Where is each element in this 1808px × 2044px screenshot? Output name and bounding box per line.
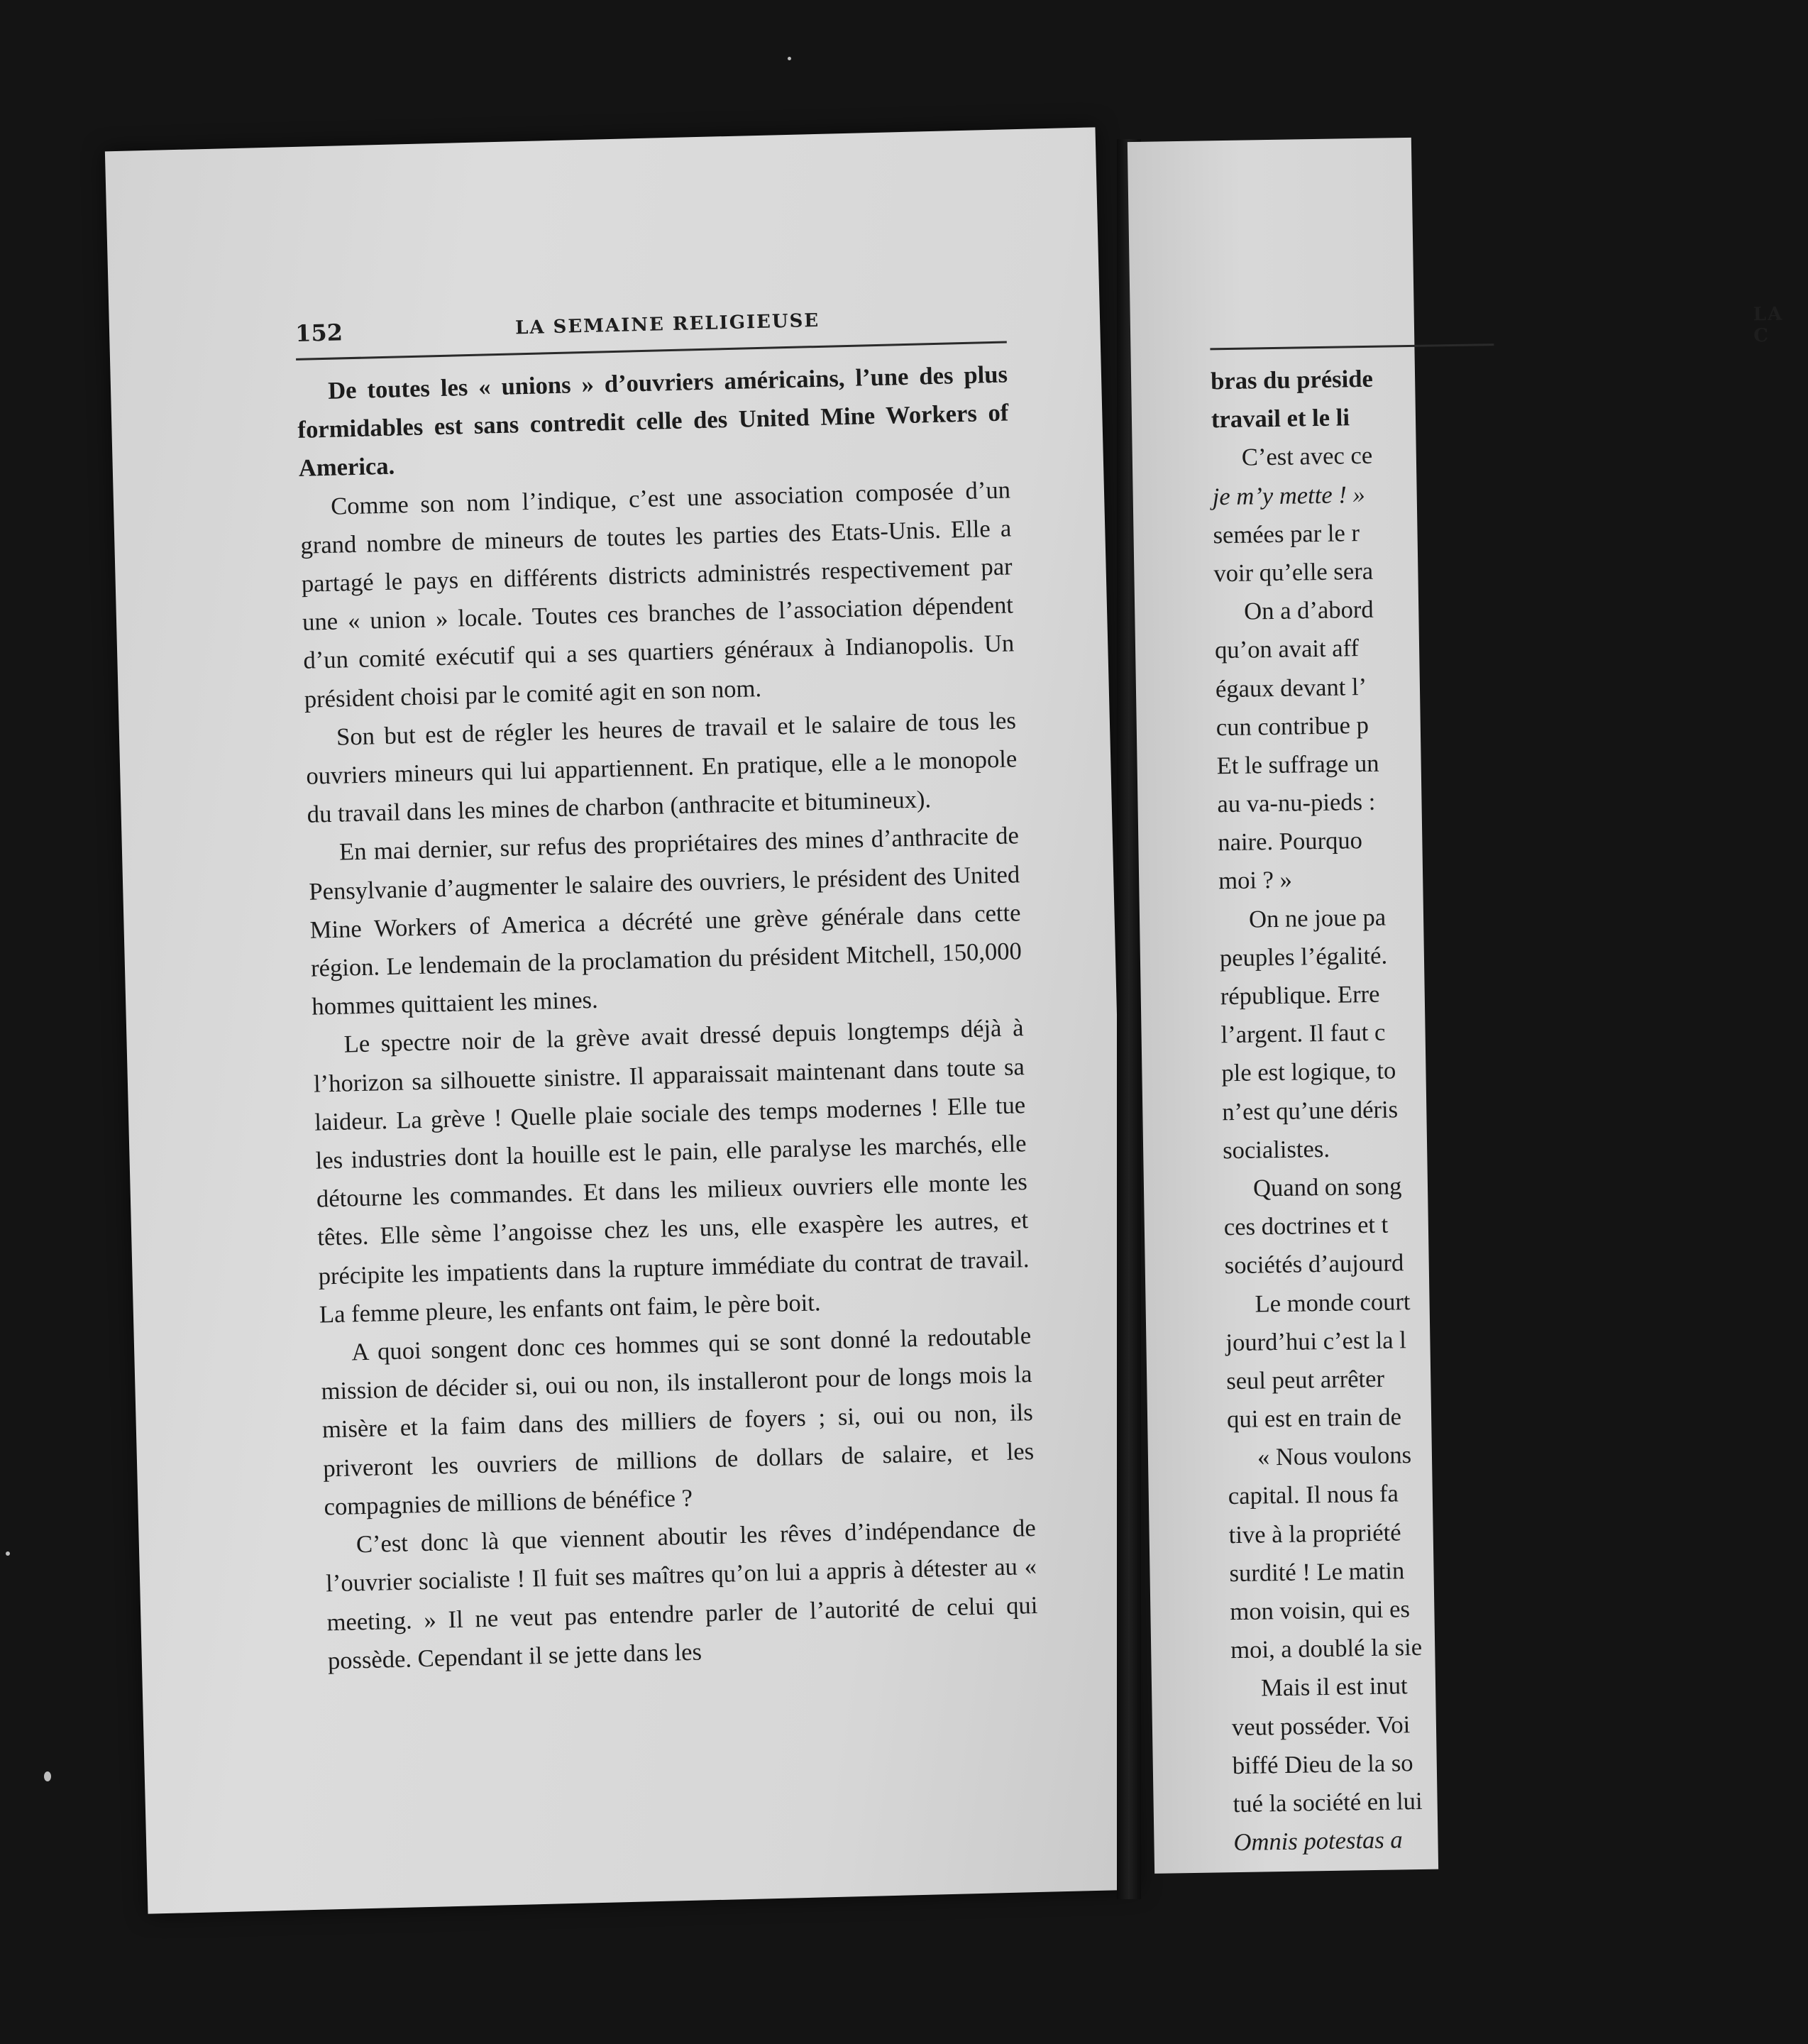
- text-line: Et le suffrage un: [1216, 749, 1379, 780]
- text-line: Quand on song: [1252, 1172, 1402, 1202]
- text-line: mon voisin, qui es: [1230, 1595, 1411, 1626]
- paragraph: Son but est de régler les heures de travail et le salaire de tous les ouvriers mineurs qui lui appartiennent. En pratique, elle a le monopole du travail dans les mines de charbon (anthracite et bitumineux).: [305, 707, 1018, 828]
- paragraph: Comme son nom l’indique, c’est une association composée d’un grand nombre de mineurs de toutes les parties des Etats-Unis. Elle a partagé le pays en différents districts administrés respectivement par une « union » locale. Toutes ces branches de l’association dépendent d’un comité exécutif qui a ses quartiers généraux à Indianopolis. Un président choisi par le comité agit en son nom.: [300, 476, 1015, 713]
- right-page: [1128, 138, 1784, 1874]
- text-line: socialistes.: [1222, 1135, 1330, 1164]
- text-line: travail et le li: [1211, 404, 1350, 434]
- text-line: seul peut arrêter: [1225, 1365, 1385, 1395]
- text-line: égaux devant l’: [1215, 673, 1367, 703]
- text-line: l’argent. Il faut c: [1220, 1018, 1386, 1049]
- text-line: peuples l’égalité.: [1219, 942, 1388, 972]
- dust-speck: [44, 1771, 51, 1781]
- paragraph: A quoi songent donc ces hommes qui se sont donné la redoutable mission de décider si, oui ou non, ils installeront pour de longs mois la misère et la faim dans des milliers de foyers ; si, oui ou non, ils priveront les ouvriers de millions de dollars de salaire, et les compagnies de millions de bénéfice ?: [321, 1322, 1035, 1521]
- text-line: « Nous voulons: [1257, 1441, 1412, 1471]
- text-line: C’est avec ce: [1241, 442, 1373, 472]
- text-line: tué la société en lui: [1233, 1787, 1423, 1818]
- text-line: sociétés d’aujourd: [1224, 1249, 1404, 1280]
- page-header: [295, 302, 1007, 360]
- text-line: cun contribue p: [1216, 711, 1369, 741]
- text-line: Omnis potestas a: [1233, 1826, 1403, 1857]
- text-line: tive à la propriété: [1228, 1518, 1401, 1549]
- text-line: On ne joue pa: [1248, 903, 1387, 933]
- text-line: Mais il est inut: [1260, 1672, 1408, 1702]
- text-line: naire. Pourquo: [1218, 827, 1363, 857]
- text-line: semées par le r: [1213, 519, 1360, 549]
- text-line: n’est qu’une déris: [1222, 1095, 1399, 1126]
- body-text: [1211, 356, 1660, 1862]
- text-line: voir qu’elle sera: [1213, 557, 1374, 588]
- page-number: 152: [294, 319, 343, 347]
- text-line: jourd’hui c’est la l: [1225, 1326, 1407, 1356]
- text-line: bras du préside: [1210, 365, 1374, 395]
- paragraph: C’est donc là que viennent aboutir les rêves d’indépendance de l’ouvrier socialiste ! Il fuit ses maîtres qu’on lui a appris à détester au « meeting. » Il ne veut pas entendre parler de l’autorité de celui qui possède. Cependant il se jette dans les: [325, 1515, 1038, 1675]
- page-header: [1210, 303, 1784, 350]
- text-line: moi ? »: [1218, 867, 1293, 895]
- text-line: je m’y mette ! »: [1212, 480, 1366, 510]
- text-line: qu’on avait aff: [1214, 634, 1360, 664]
- paragraph: En mai dernier, sur refus des propriétaires des mines d’anthracite de Pensylvanie d’augmenter le salaire des ouvriers, le président des United Mine Workers of America a décrété une grève générale dans cette région. Le lendemain de la proclamation du président Mitchell, 150,000 hommes quittaient les mines.: [308, 822, 1022, 1021]
- text-line: république. Erre: [1220, 980, 1380, 1011]
- running-title: LA SEMAINE RELIGIEUSE: [514, 309, 820, 339]
- text-line: au va-nu-pieds :: [1217, 788, 1376, 818]
- dust-speck: [788, 57, 791, 60]
- text-line: biffé Dieu de la so: [1232, 1749, 1413, 1779]
- text-line: moi, a doublé la sie: [1230, 1634, 1423, 1664]
- text-line: qui est en train de: [1226, 1403, 1402, 1434]
- text-line: On a d’abord: [1243, 595, 1374, 625]
- dust-speck: [6, 1551, 10, 1556]
- paragraph: Le spectre noir de la grève avait dressé depuis longtemps déjà à l’horizon sa silhouette sinistre. Il apparaissait maintenant dans toute sa laideur. La grève ! Quelle plaie sociale des temps modernes ! Elle tue les industries dont la houille est le pain, elle paralyse les marchés, elle détourne les commandes. Et dans les milieux ouvriers elle monte les têtes. Elle sème l’angoisse chez les uns, elle exaspère les autres, et précipite les impatients dans la rupture immédiate du contrat de travail. La femme pleure, les enfants ont faim, le père boit.: [313, 1014, 1030, 1329]
- text-line: veut posséder. Voi: [1231, 1710, 1411, 1741]
- running-title: LA C: [1753, 303, 1784, 347]
- text-line: ple est logique, to: [1221, 1057, 1396, 1087]
- text-line: ces doctrines et t: [1223, 1211, 1389, 1241]
- text-line: Le monde court: [1255, 1287, 1411, 1318]
- body-text: [297, 355, 1040, 1680]
- text-line: capital. Il nous fa: [1228, 1480, 1399, 1510]
- text-line: surdité ! Le matin: [1229, 1557, 1405, 1587]
- paragraph: De toutes les « unions » d’ouvriers américains, l’une des plus formidables est sans contredit celle des United Mine Workers of America.: [297, 361, 1009, 483]
- left-page: [105, 127, 1138, 1913]
